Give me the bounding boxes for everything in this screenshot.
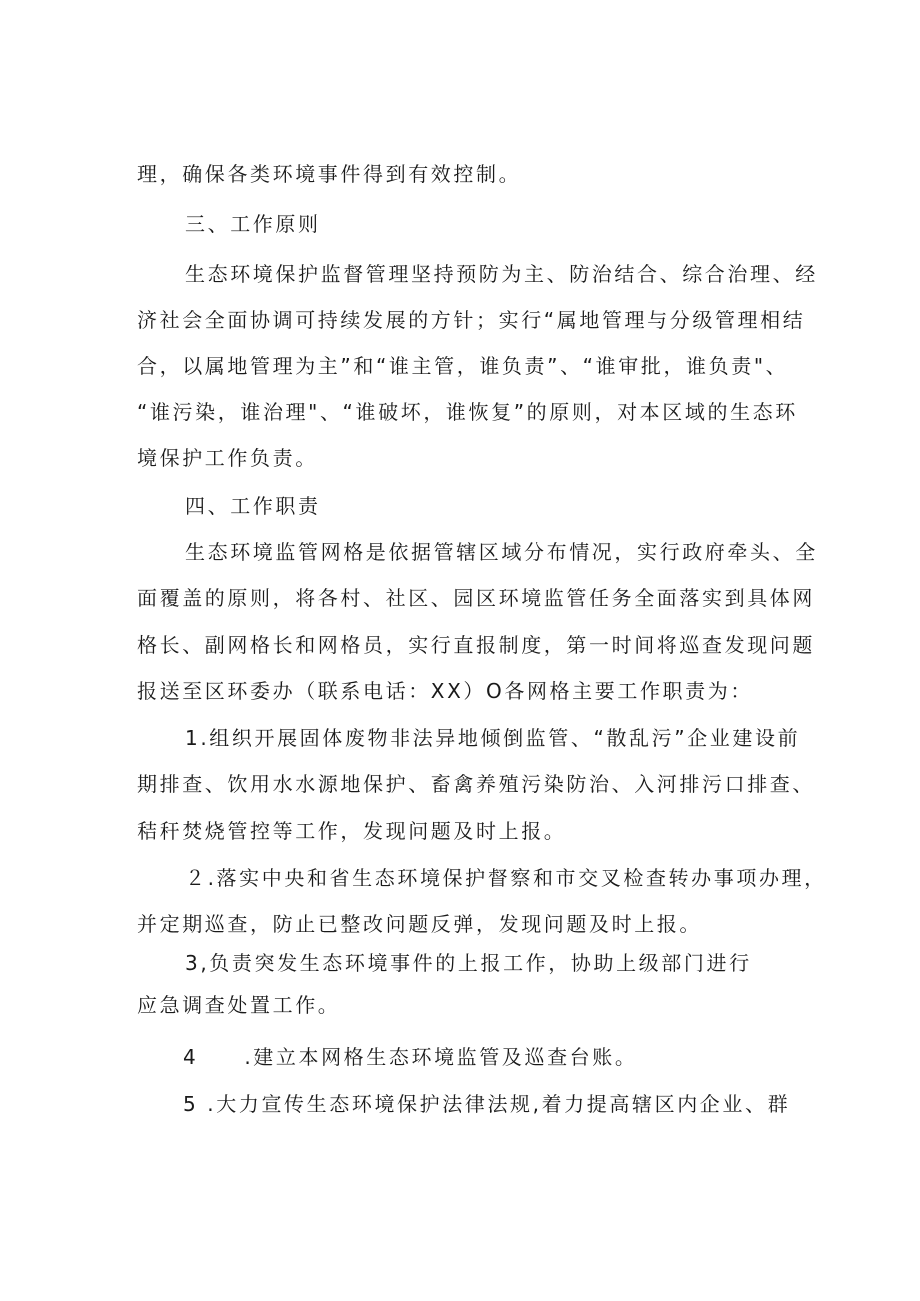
list-item-5: 5 .大力宣传生态环境保护法律法规,着力提高辖区内企业、群: [183, 1092, 791, 1116]
list-number-4: 4: [183, 1045, 199, 1069]
text-line: 应急调查处置工作。: [137, 993, 341, 1017]
text-line: 生态环境保护监督管理坚持预防为主、防治结合、综合治理、经: [185, 262, 818, 286]
text-line: 理，确保各类环境事件得到有效控制。: [137, 162, 522, 186]
text-line: 格长、副网格长和网格员，实行直报制度，第一时间将巡查发现问题: [137, 633, 815, 657]
text-line: 秸秆焚烧管控等工作，发现问题及时上报。: [137, 819, 567, 843]
list-item-1: 1.组织开展固体废物非法异地倾倒监管、“散乱污”企业建设前: [185, 726, 801, 750]
text-line: “谁污染，谁治理"、“谁破坏，谁恢复”的原则，对本区域的生态环: [137, 400, 798, 424]
list-text-4: .建立本网格生态环境监管及巡查台账。: [244, 1045, 638, 1069]
list-item-3: 3,负责突发生态环境事件的上报工作，协助上级部门进行: [185, 951, 752, 975]
text-line: 面覆盖的原则，将各村、社区、园区环境监管任务全面落实到具体网: [137, 586, 815, 610]
text-line: 期排查、饮用水水源地保护、畜禽养殖污染防治、入河排污口排查、: [137, 772, 815, 796]
section-heading-duties: 四、工作职责: [185, 494, 321, 518]
list-item-4: [183, 1043, 638, 1071]
text-line: 境保护工作负责。: [137, 446, 318, 470]
text-line: 生态环境监管网格是依据管辖区域分布情况，实行政府牵头、全: [185, 540, 818, 564]
text-line: 报送至区环委办（联系电话：XX）O各网格主要工作职责为：: [137, 679, 753, 703]
text-line: 济社会全面协调可持续发展的方针；实行“属地管理与分级管理相结: [137, 308, 806, 332]
list-item-2: ２.落实中央和省生态环境保护督察和市交叉检查转办事项办理，: [185, 866, 827, 890]
text-line: 并定期巡查，防止已整改问题反弹，发现问题及时上报。: [137, 912, 702, 936]
text-line: 合，以属地管理为主”和“谁主管，谁负责”、“谁审批，谁负责"、: [137, 354, 789, 378]
section-heading-principles: 三、工作原则: [185, 212, 321, 236]
